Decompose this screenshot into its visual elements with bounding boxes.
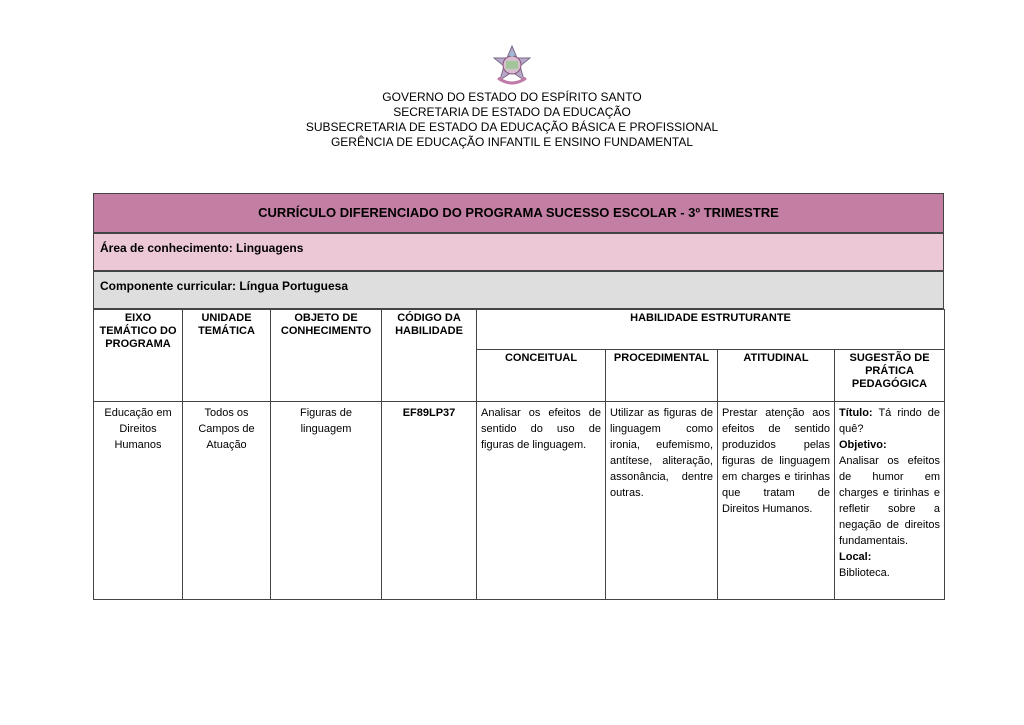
cell-unidade: Todos os Campos de Atuação xyxy=(183,402,271,600)
header-line-subsecretariat: SUBSECRETARIA DE ESTADO DA EDUCAÇÃO BÁSICA E PROFISSIONAL xyxy=(305,120,719,134)
sugestao-local-label: Local: xyxy=(839,551,872,563)
sugestao-objetivo: Analisar os efeitos de humor em charges e tirinhas e refletir sobre a negação de direitos fundamentais. xyxy=(839,455,941,547)
knowledge-area: Área de conhecimento: Linguagens xyxy=(93,233,944,271)
sugestao-titulo-label: Título: xyxy=(839,407,873,419)
cell-objeto: Figuras de linguagem xyxy=(271,402,382,600)
header-objeto: OBJETO DE CONHECIMENTO xyxy=(271,310,382,402)
sugestao-titulo: Tá rindo de quê? xyxy=(839,407,941,435)
cell-conceitual: Analisar os efeitos de sentido do uso de figuras de linguagem. xyxy=(477,402,606,600)
sugestao-local: Biblioteca. xyxy=(839,567,890,579)
document-header xyxy=(0,90,1024,150)
header-unidade: UNIDADE TEMÁTICA xyxy=(183,310,271,402)
cell-eixo: Educação em Direitos Humanos xyxy=(94,402,183,600)
sugestao-objetivo-label: Objetivo: xyxy=(839,439,887,451)
cell-procedimental: Utilizar as figuras de linguagem como ironia, eufemismo, antítese, aliteração, assonância, dentre outras. xyxy=(606,402,718,600)
table-header-row xyxy=(94,310,945,350)
header-eixo: EIXO TEMÁTICO DO PROGRAMA xyxy=(94,310,183,402)
header-atitudinal: ATITUDINAL xyxy=(718,350,835,402)
header-procedimental: PROCEDIMENTAL xyxy=(606,350,718,402)
header-conceitual: CONCEITUAL xyxy=(477,350,606,402)
header-codigo: CÓDIGO DA HABILIDADE xyxy=(382,310,477,402)
curriculum-table xyxy=(93,309,945,600)
cell-codigo: EF89LP37 xyxy=(382,402,477,600)
header-line-secretariat: SECRETARIA DE ESTADO DA EDUCAÇÃO xyxy=(393,105,631,119)
cell-atitudinal: Prestar atenção aos efeitos de sentido produzidos pelas figuras de linguagem em charges e tirinhas que tratam de Direitos Humanos. xyxy=(718,402,835,600)
state-coat-of-arms-icon xyxy=(490,44,534,88)
header-habilidade: HABILIDADE ESTRUTURANTE xyxy=(477,310,945,350)
curricular-component: Componente curricular: Língua Portuguesa xyxy=(93,271,944,309)
cell-sugestao xyxy=(835,402,945,600)
curriculum-title: CURRÍCULO DIFERENCIADO DO PROGRAMA SUCESSO ESCOLAR - 3º TRIMESTRE xyxy=(93,193,944,233)
header-line-management: GERÊNCIA DE EDUCAÇÃO INFANTIL E ENSINO FUNDAMENTAL xyxy=(330,135,694,149)
header-line-government: GOVERNO DO ESTADO DO ESPÍRITO SANTO xyxy=(382,90,642,104)
table-row xyxy=(94,402,945,600)
header-sugestao: SUGESTÃO DE PRÁTICA PEDAGÓGICA xyxy=(835,350,945,402)
